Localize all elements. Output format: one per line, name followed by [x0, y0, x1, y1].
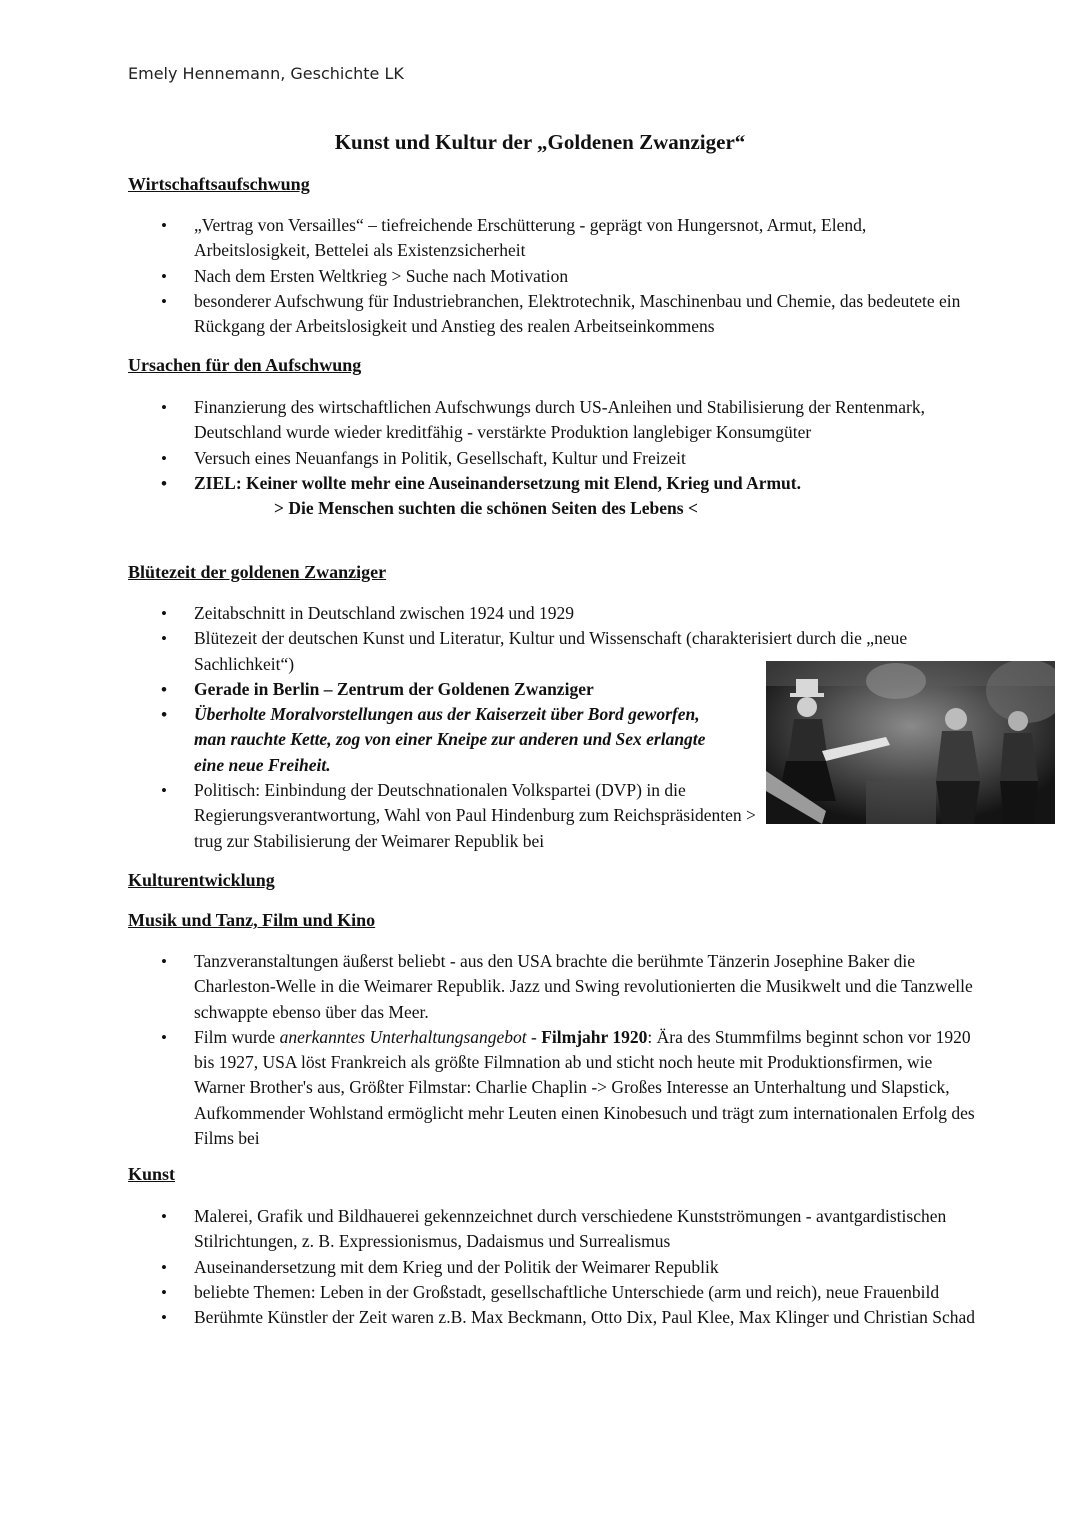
- list-item: • Politisch: Einbindung der Deutschnationalen Volkspartei (DVP) in die Regierungsverantwortung, Wahl von Paul Hindenburg zum Reichspräsidenten > trug zur Stabilisierung der Weimarer Republik bei: [0, 778, 1080, 854]
- list-item: • Überholte Moralvorstellungen aus der Kaiserzeit über Bord geworfen, man rauchte Kette, zog von einer Kneipe zur anderen und Sex erlangte eine neue Freiheit.: [0, 702, 1080, 778]
- section-heading-kulturentwicklung: Kulturentwicklung: [128, 870, 275, 890]
- list-item: • besonderer Aufschwung für Industriebranchen, Elektrotechnik, Maschinenbau und Chemie, das bedeutete ein Rückgang der Arbeitslosigkeit und Anstieg des realen Arbeitseinkommens: [0, 289, 1080, 340]
- list-ursachen: [0, 395, 1080, 521]
- section-heading-wirtschaftsaufschwung: Wirtschaftsaufschwung: [128, 174, 310, 194]
- film-italic-text: anerkanntes Unterhaltungsangebot: [279, 1026, 527, 1047]
- list-item: • Gerade in Berlin – Zentrum der Goldenen Zwanziger: [0, 677, 1080, 702]
- list-musik-tanz-film: [0, 949, 1080, 1151]
- cabaret-photo: [766, 661, 1055, 824]
- list-kunst: [0, 1204, 1080, 1330]
- section-heading-bluetezeit: Blütezeit der goldenen Zwanziger: [128, 562, 387, 582]
- list-item: • beliebte Themen: Leben in der Großstadt, gesellschaftliche Unterschiede (arm und reich), neue Frauenbild: [0, 1280, 1080, 1305]
- film-rest: : Ära des Stummfilms beginnt schon vor 1920 bis 1927, USA löst Frankreich als größte Filmnation ab und sticht noch heute mit Produktionsfirmen, wie Warner Brother's aus, Größter Filmstar: Charlie Chaplin -> Großes Interesse an Unterhaltung und Slapstick, Aufkommender Wohlstand ermöglicht mehr Leuten einen Kinobesuch und trägt zum internationalen Erfolg des Films bei: [194, 1026, 975, 1149]
- list-item: • Malerei, Grafik und Bildhauerei gekennzeichnet durch verschiedene Kunstströmungen - avantgardistischen Stilrichtungen, z. B. Expressionismus, Dadaismus und Surrealismus: [0, 1204, 1080, 1255]
- list-item: • Versuch eines Neuanfangs in Politik, Gesellschaft, Kultur und Freizeit: [0, 446, 1080, 471]
- section-heading-kunst: Kunst: [128, 1164, 176, 1184]
- list-item: • Blütezeit der deutschen Kunst und Literatur, Kultur und Wissenschaft (charakterisiert durch die „neue Sachlichkeit“): [0, 626, 1080, 677]
- film-text: Film wurde: [194, 1026, 280, 1047]
- film-year: Filmjahr 1920: [541, 1026, 648, 1047]
- list-item: • Zeitabschnitt in Deutschland zwischen 1924 und 1929: [0, 601, 1080, 626]
- list-wirtschaftsaufschwung: [0, 213, 1080, 339]
- list-item: • Berühmte Künstler der Zeit waren z.B. Max Beckmann, Otto Dix, Paul Klee, Max Klinger und Christian Schad: [0, 1305, 1080, 1330]
- list-item-ziel: [0, 471, 1080, 522]
- ziel-statement: ZIEL: Keiner wollte mehr eine Auseinandersetzung mit Elend, Krieg und Armut.: [194, 472, 801, 493]
- document-header: Emely Hennemann, Geschichte LK: [128, 64, 404, 83]
- film-dash: -: [526, 1026, 542, 1047]
- ziel-subline: > Die Menschen suchten die schönen Seiten des Lebens <: [274, 498, 698, 519]
- section-heading-ursachen: Ursachen für den Aufschwung: [128, 355, 362, 375]
- list-item: • „Vertrag von Versailles“ – tiefreichende Erschütterung - geprägt von Hungersnot, Armut, Elend, Arbeitslosigkeit, Bettelei als Existenzsicherheit: [0, 213, 1080, 264]
- list-item-film: [0, 1025, 1080, 1151]
- list-item: • Auseinandersetzung mit dem Krieg und der Politik der Weimarer Republik: [0, 1255, 1080, 1280]
- list-item: • Nach dem Ersten Weltkrieg > Suche nach Motivation: [0, 264, 1080, 289]
- section-heading-musik-tanz-film: Musik und Tanz, Film und Kino: [128, 910, 376, 930]
- list-item: • Tanzveranstaltungen äußerst beliebt - aus den USA brachte die berühmte Tänzerin Josephine Baker die Charleston-Welle in die Weimarer Republik. Jazz und Swing revolutionierten die Musikwelt und die Tanzwelle schwappte ebenso über das Meer.: [0, 949, 1080, 1025]
- list-item: • Finanzierung des wirtschaftlichen Aufschwungs durch US-Anleihen und Stabilisierung der Rentenmark, Deutschland wurde wieder kreditfähig - verstärkte Produktion langlebiger Konsumgüter: [0, 395, 1080, 446]
- document-title: Kunst und Kultur der „Goldenen Zwanziger“: [334, 130, 746, 154]
